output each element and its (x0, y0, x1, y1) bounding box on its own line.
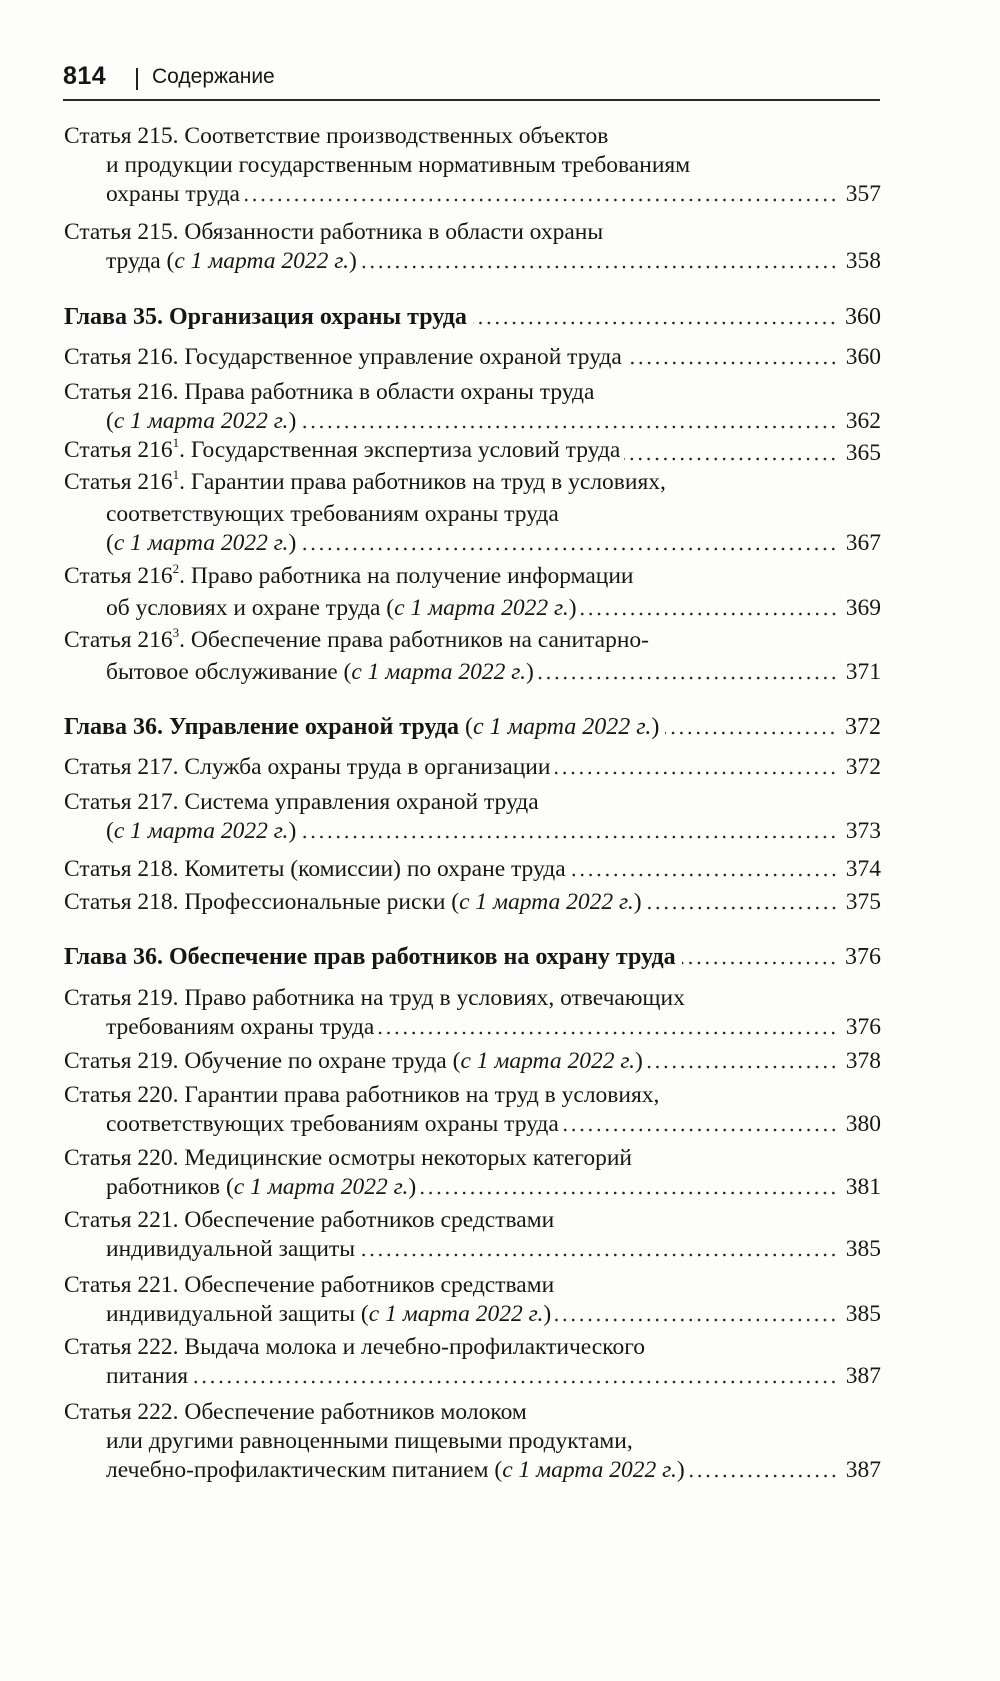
section-title: Содержание (152, 65, 275, 88)
toc-text: ) (348, 248, 357, 274)
page-ref: 362 (845, 408, 881, 434)
dot-leader (378, 1031, 837, 1035)
toc-line (106, 1012, 881, 1042)
toc-line-text (106, 1361, 188, 1391)
page-ref: 378 (845, 1048, 881, 1074)
dot-leader (538, 676, 838, 680)
page-ref: 371 (845, 659, 881, 685)
dot-leader (359, 1253, 838, 1257)
toc-text: ( (459, 714, 474, 740)
dot-leader (192, 1380, 838, 1384)
toc-line (64, 854, 881, 884)
toc-text: и продукции государственным нормативным требованиям (106, 152, 691, 178)
toc-line (64, 377, 594, 407)
dot-leader (682, 961, 837, 965)
toc-line (106, 406, 881, 436)
toc-line-text (64, 217, 603, 247)
toc-line-text (64, 712, 659, 742)
toc-line-text (106, 1012, 374, 1042)
dot-leader (581, 612, 838, 616)
dot-leader (300, 547, 837, 551)
effective-date: с 1 марта 2022 г. (368, 1301, 544, 1327)
page-ref: 380 (845, 1111, 881, 1137)
toc-line (64, 942, 881, 972)
dot-leader (563, 1128, 838, 1132)
dot-leader (626, 361, 838, 365)
toc-text: или другими равноценными пищевыми продуктами, (106, 1428, 633, 1454)
toc-text: ) (288, 818, 297, 844)
toc-text: Статья 220. Медицинские осмотры некоторых категорий (64, 1145, 632, 1171)
toc-text: требованиям охраны труда (106, 1014, 375, 1040)
toc-text: ) (633, 889, 642, 915)
toc-line (64, 342, 881, 372)
toc-text: Глава 36. Управление охраной труда (64, 714, 460, 740)
toc-line-text (106, 1234, 355, 1264)
toc-line-text (64, 942, 676, 972)
toc-text: ) (288, 408, 297, 434)
page-ref: 369 (845, 595, 881, 621)
toc-text: . Государственная экспертиза условий труда (179, 437, 621, 463)
toc-text: соответствующих требованиям охраны труда (106, 1111, 559, 1137)
toc-line-text (64, 467, 666, 500)
toc-line (106, 179, 881, 209)
dot-leader (665, 731, 837, 735)
toc-line-text (64, 1397, 527, 1427)
toc-line (64, 217, 603, 247)
toc-line (106, 246, 881, 276)
dot-leader (624, 457, 837, 461)
toc-line (106, 816, 881, 846)
dot-leader (300, 425, 837, 429)
toc-text: ) (651, 714, 660, 740)
toc-line-text (106, 406, 296, 436)
page-ref: 376 (845, 944, 881, 970)
page-ref: 360 (845, 344, 881, 370)
toc-line (106, 1361, 881, 1391)
dot-leader (689, 1474, 838, 1478)
toc-line (106, 1426, 633, 1456)
toc-text: соответствующих требованиям охраны труда (106, 501, 559, 527)
toc-line (64, 1270, 554, 1300)
toc-line (106, 1234, 881, 1264)
toc-text: индивидуальной защиты (106, 1236, 356, 1262)
toc-text: ) (408, 1174, 417, 1200)
effective-date: с 1 марта 2022 г. (460, 1048, 636, 1074)
toc-text: Статья 219. Обучение по охране труда ( (64, 1048, 461, 1074)
toc-line-text (106, 179, 240, 209)
page-ref: 381 (845, 1174, 881, 1200)
toc-line-text (64, 983, 685, 1013)
toc-line (106, 528, 881, 558)
toc-text: Статья 216 (64, 437, 173, 463)
toc-line (64, 1080, 659, 1110)
toc-text: труда ( (106, 248, 175, 274)
toc-text: Статья 216 (64, 563, 173, 589)
toc-line-text (106, 499, 559, 529)
toc-text: Статья 218. Комитеты (комиссии) по охране труда (64, 856, 566, 882)
toc-text: Статья 222. Выдача молока и лечебно-профилактического (64, 1334, 646, 1360)
toc-text: ) (635, 1048, 643, 1074)
toc-line-text (106, 593, 577, 623)
header-separator (136, 68, 138, 90)
toc-text: Статья 216 (64, 627, 173, 653)
toc-line-text (64, 1205, 554, 1235)
toc-text: Глава 35. Организация охраны труда (64, 304, 467, 330)
toc-line-text (64, 1046, 643, 1076)
toc-line (64, 1143, 632, 1173)
toc-text: ( (106, 818, 114, 844)
toc-line-text (64, 854, 566, 884)
effective-date: с 1 марта 2022 г. (113, 530, 289, 556)
toc-text: ) (568, 595, 577, 621)
toc-line-text (106, 816, 296, 846)
effective-date: с 1 марта 2022 г. (113, 408, 289, 434)
page-ref: 365 (845, 440, 881, 466)
toc-line (106, 1299, 881, 1329)
dot-leader (361, 265, 838, 269)
toc-line-text (106, 1455, 685, 1485)
dot-leader (646, 906, 838, 910)
page-ref: 375 (845, 889, 881, 915)
toc-line-text (64, 342, 622, 372)
toc-line-text (64, 377, 594, 407)
toc-line (64, 625, 649, 658)
toc-line-text (64, 625, 649, 658)
toc-line-text (64, 887, 642, 917)
toc-line-text (106, 1172, 416, 1202)
page-ref: 360 (845, 304, 881, 330)
effective-date: с 1 марта 2022 г. (459, 889, 634, 915)
toc-text: Глава 36. Обеспечение прав работников на охрану труда (64, 944, 676, 970)
toc-line (64, 752, 881, 782)
toc-line (64, 435, 881, 468)
toc-line-text (64, 1270, 554, 1300)
toc-line-text (64, 1332, 645, 1362)
header-rule (63, 99, 880, 101)
toc-line-text (106, 1426, 633, 1456)
toc-text: Статья 216. Государственное управление охраной труда (64, 344, 622, 370)
page-ref: 357 (845, 181, 881, 207)
page-ref: 358 (845, 248, 881, 274)
page-ref: 376 (845, 1014, 881, 1040)
dot-leader (554, 771, 837, 775)
toc-line-text (106, 246, 357, 276)
toc-line (106, 1455, 881, 1485)
toc-line (106, 150, 690, 180)
toc-line-text (64, 787, 539, 817)
toc-line-text (64, 561, 633, 594)
effective-date: с 1 марта 2022 г. (473, 714, 652, 740)
toc-line (106, 1109, 881, 1139)
toc-text: питания (106, 1363, 189, 1389)
effective-date: с 1 марта 2022 г. (351, 659, 526, 685)
toc-line-text (106, 657, 534, 687)
toc-line (64, 1205, 554, 1235)
article-superscript: 3 (172, 625, 180, 640)
page-ref: 385 (845, 1236, 881, 1262)
toc-line-text (106, 150, 690, 180)
toc-text: . Гарантии права работников на труд в условиях, (179, 469, 666, 495)
page-ref: 374 (845, 856, 881, 882)
effective-date: с 1 марта 2022 г. (233, 1174, 409, 1200)
toc-line (64, 302, 881, 332)
dot-leader (300, 835, 837, 839)
toc-text: Статья 218. Профессиональные риски ( (64, 889, 460, 915)
toc-line (64, 983, 685, 1013)
dot-leader (570, 873, 838, 877)
toc-line (64, 1046, 881, 1076)
article-superscript: 2 (172, 561, 180, 576)
dot-leader (420, 1191, 838, 1195)
toc-line (64, 1397, 527, 1427)
toc-text: Статья 215. Обязанности работника в области охраны (64, 219, 604, 245)
effective-date: с 1 марта 2022 г. (394, 595, 569, 621)
toc-text: ) (543, 1301, 552, 1327)
toc-text: Статья 215. Соответствие производственных объектов (64, 123, 609, 149)
toc-line-text (64, 1143, 632, 1173)
toc-line-text (106, 528, 296, 558)
toc-line-text (106, 1109, 559, 1139)
page-ref: 387 (845, 1457, 881, 1483)
page-ref: 387 (845, 1363, 881, 1389)
toc-text: об условиях и охране труда ( (106, 595, 395, 621)
toc-line (64, 1332, 645, 1362)
toc-line (64, 787, 539, 817)
toc-line (106, 499, 559, 529)
article-superscript: 1 (172, 467, 180, 482)
toc-text: Статья 221. Обеспечение работников средствами (64, 1272, 555, 1298)
toc-line (64, 121, 608, 151)
toc-text: . Право работника на получение информации (179, 563, 634, 589)
toc-text: Статья 217. Система управления охраной труда (64, 789, 539, 815)
dot-leader (555, 1318, 838, 1322)
effective-date: с 1 марта 2022 г. (174, 248, 349, 274)
toc-text: Статья 219. Право работника на труд в условиях, отвечающих (64, 985, 685, 1011)
toc-line (106, 1172, 881, 1202)
page-number: 814 (63, 62, 107, 90)
toc-line (64, 561, 634, 594)
toc-line (64, 887, 881, 917)
toc-text: лечебно-профилактическим питанием ( (106, 1457, 503, 1483)
toc-line-text (64, 121, 608, 151)
toc-line (106, 657, 881, 687)
toc-line-text (64, 1080, 659, 1110)
toc-line-text (64, 435, 620, 468)
page-ref: 373 (845, 818, 881, 844)
toc-text: охраны труда (106, 181, 240, 207)
toc-text: Статья 220. Гарантии права работников на труд в условиях, (64, 1082, 660, 1108)
toc-text: ) (288, 530, 297, 556)
toc-text: Статья 216 (64, 469, 173, 495)
page-ref: 385 (845, 1301, 881, 1327)
page-ref: 372 (845, 754, 881, 780)
page-ref: 367 (845, 530, 881, 556)
toc-line-text (64, 302, 467, 332)
toc-line (64, 467, 666, 500)
dot-leader (244, 198, 838, 202)
toc-text: Статья 217. Служба охраны труда в организации (64, 754, 551, 780)
toc-text: бытовое обслуживание ( (106, 659, 352, 685)
toc-text: ( (106, 408, 114, 434)
effective-date: с 1 марта 2022 г. (113, 818, 289, 844)
toc-line-text (64, 752, 550, 782)
article-superscript: 1 (172, 435, 180, 450)
toc-text: Статья 216. Права работника в области охраны труда (64, 379, 595, 405)
toc-text: . Обеспечение права работников на санитарно- (179, 627, 649, 653)
toc-text: ) (525, 659, 534, 685)
toc-line-text (106, 1299, 551, 1329)
toc-text: Статья 222. Обеспечение работников молоком (64, 1399, 527, 1425)
toc-line (106, 593, 881, 623)
toc-text: ) (676, 1457, 685, 1483)
effective-date: с 1 марта 2022 г. (502, 1457, 677, 1483)
page-ref: 372 (845, 714, 881, 740)
toc-text: работников ( (106, 1174, 234, 1200)
toc-text: ( (106, 530, 114, 556)
toc-line (64, 712, 881, 742)
dot-leader (473, 321, 837, 325)
toc-text: индивидуальной защиты ( (106, 1301, 369, 1327)
toc-text: Статья 221. Обеспечение работников средствами (64, 1207, 555, 1233)
dot-leader (647, 1065, 838, 1069)
